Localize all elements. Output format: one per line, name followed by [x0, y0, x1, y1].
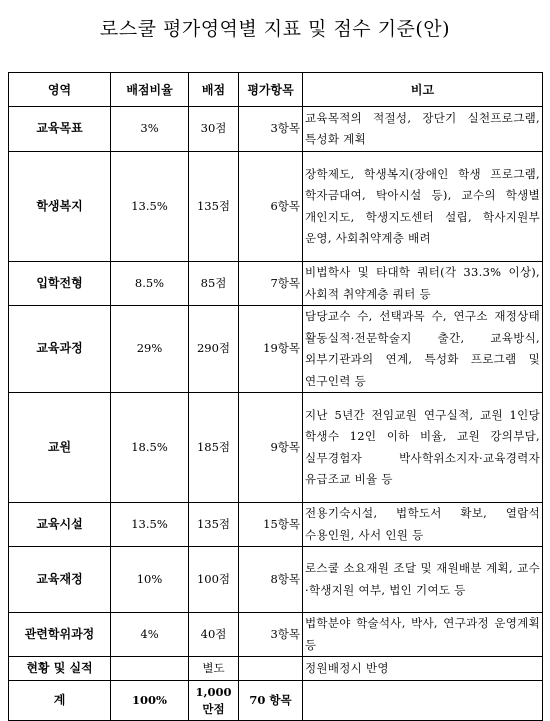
ratio-cell: 13.5% [111, 503, 189, 547]
ratio-cell: 4% [111, 613, 189, 657]
area-cell: 교원 [9, 393, 111, 503]
items-cell: 3항목 [239, 613, 303, 657]
total-items-cell: 70 항목 [239, 681, 303, 721]
ratio-cell: 13.5% [111, 152, 189, 262]
note-cell: 지난 5년간 전임교원 연구실적, 교원 1인당 학생수 12인 이하 비율, 교원 강의부담, 실무경험자 박사학위소지자·교육경력자 유급조교 비율 등 [303, 393, 543, 503]
items-cell: 15항목 [239, 503, 303, 547]
header-area: 영역 [9, 73, 111, 107]
score-cell: 135점 [189, 152, 239, 262]
area-cell: 학생복지 [9, 152, 111, 262]
score-cell: 별도 [189, 657, 239, 681]
note-cell: 정원배정시 반영 [303, 657, 543, 681]
items-cell [239, 657, 303, 681]
items-cell: 3항목 [239, 107, 303, 152]
score-cell: 40점 [189, 613, 239, 657]
score-cell: 135점 [189, 503, 239, 547]
total-ratio-cell: 100% [111, 681, 189, 721]
items-cell: 9항목 [239, 393, 303, 503]
note-cell: 로스쿨 소요재원 조달 및 재원배분 계획, 교수·학생지원 여부, 법인 기여도 등 [303, 547, 543, 613]
area-cell: 교육목표 [9, 107, 111, 152]
header-score: 배점 [189, 73, 239, 107]
total-area-cell: 계 [9, 681, 111, 721]
table-row [9, 393, 543, 503]
area-cell: 입학전형 [9, 262, 111, 306]
area-cell: 교육재정 [9, 547, 111, 613]
table-row [9, 547, 543, 613]
ratio-cell: 29% [111, 306, 189, 393]
header-note: 비고 [303, 73, 543, 107]
ratio-cell: 3% [111, 107, 189, 152]
total-score-cell: 1,000 만점 [189, 681, 239, 721]
ratio-cell: 10% [111, 547, 189, 613]
table-row [9, 306, 543, 393]
items-cell: 8항목 [239, 547, 303, 613]
note-cell: 법학분야 학술석사, 박사, 연구과정 운영계획 등 [303, 613, 543, 657]
items-cell: 19항목 [239, 306, 303, 393]
page-title: 로스쿨 평가영역별 지표 및 점수 기준(안) [99, 18, 451, 40]
table-row [9, 107, 543, 152]
note-cell: 비법학사 및 타대학 쿼터(각 33.3% 이상), 사회적 취약계층 쿼터 등 [303, 262, 543, 306]
area-cell: 관련학위과정 [9, 613, 111, 657]
header-ratio: 배점비율 [111, 73, 189, 107]
table-row [9, 657, 543, 681]
table-header-row [9, 73, 543, 107]
evaluation-criteria-table [8, 72, 543, 721]
items-cell: 7항목 [239, 262, 303, 306]
items-cell: 6항목 [239, 152, 303, 262]
area-cell: 현황 및 실적 [9, 657, 111, 681]
score-cell: 290점 [189, 306, 239, 393]
ratio-cell: 8.5% [111, 262, 189, 306]
note-cell: 교육목적의 적절성, 장단기 실천프로그램, 특성화 계획 [303, 107, 543, 152]
ratio-cell: 18.5% [111, 393, 189, 503]
table-row [9, 152, 543, 262]
header-items: 평가항목 [239, 73, 303, 107]
area-cell: 교육시설 [9, 503, 111, 547]
score-cell: 100점 [189, 547, 239, 613]
table-row [9, 262, 543, 306]
note-cell: 전용기숙시설, 법학도서 확보, 열람석 수용인원, 사서 인원 등 [303, 503, 543, 547]
score-cell: 30점 [189, 107, 239, 152]
score-cell: 185점 [189, 393, 239, 503]
table-row [9, 613, 543, 657]
ratio-cell [111, 657, 189, 681]
area-cell: 교육과정 [9, 306, 111, 393]
table-row [9, 503, 543, 547]
score-cell: 85점 [189, 262, 239, 306]
total-row [9, 681, 543, 721]
total-note-cell [303, 681, 543, 721]
note-cell: 장학제도, 학생복지(장애인 학생 프로그램, 학자금대여, 탁아시설 등), 교수의 학생별 개인지도, 학생지도센터 설립, 학사지원부 운영, 사회취약계층 배려 [303, 152, 543, 262]
note-cell: 담당교수 수, 선택과목 수, 연구소 재정상태 활동실적·전문학술지 출간, 교육방식, 외부기관과의 연계, 특성화 프로그램 및 연구인력 등 [303, 306, 543, 393]
